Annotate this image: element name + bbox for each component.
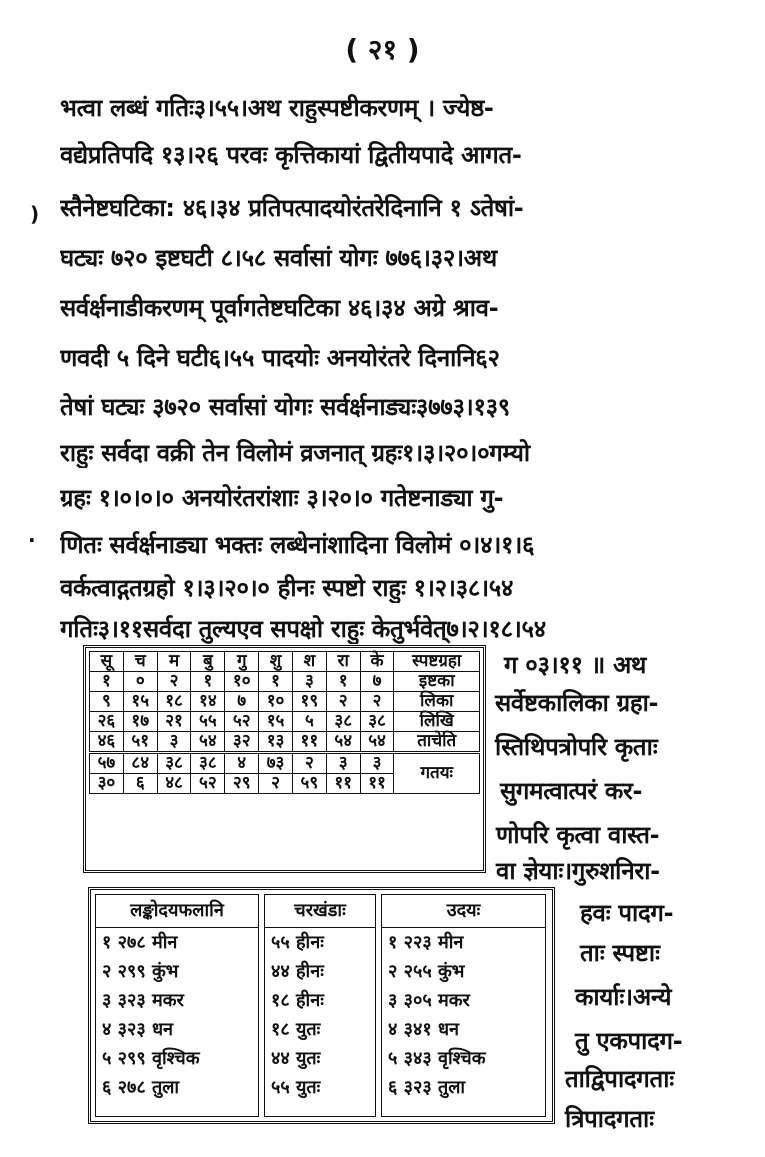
text-line: तु एकपादग-	[575, 1027, 683, 1055]
text-line: हवः पादग-	[580, 899, 674, 927]
table-cell: २	[326, 692, 360, 712]
header-cell: श	[292, 652, 326, 672]
header-cell: शु	[259, 652, 293, 672]
text-line: सर्वर्क्षनाडीकरणम् पूर्वागतेष्टघटिका ४६।३४ अग्रे श्राव-	[60, 294, 499, 322]
table-cell: ३	[157, 732, 191, 753]
table-row: ४ ३२३ धन	[102, 1019, 174, 1040]
table-cell: ५	[292, 712, 326, 732]
table-cell: १५	[123, 692, 157, 712]
lanka-udaya-column	[95, 894, 259, 1117]
table-cell: ५४	[191, 732, 225, 753]
speed-cell: २	[259, 774, 293, 794]
table-cell: २६	[90, 712, 124, 732]
text-line: स्तिथिपत्रोपरि कृताः	[495, 733, 658, 761]
table-cell: ५४	[360, 732, 394, 753]
text-line: गतिः३।११सर्वदा तुल्यएव सपक्षो राहुः केतुर्भवेत्७।२।१८।५४	[60, 615, 546, 643]
speed-cell: ४	[225, 753, 259, 774]
charakhanda-column	[264, 894, 376, 1117]
text-line: स्तैनेष्टघटिका: ४६।३४ प्रतिपत्पादयोरंतरेदिनानि १ ऽतेषां-	[60, 194, 524, 222]
table-row: ३ ३२३ मकर	[102, 990, 184, 1011]
table-cell: ३२	[225, 732, 259, 753]
table-cell: ताचेति	[394, 732, 480, 753]
speed-cell: २	[292, 753, 326, 774]
speed-cell: ५२	[191, 774, 225, 794]
text-line: ग्रहः १।०।०।० अनयोरंतरांशाः ३।२०।० गतेष्टनाड्या गु-	[60, 484, 504, 512]
speed-cell: ६	[123, 774, 157, 794]
header-cell: गु	[225, 652, 259, 672]
table-cell: १९	[292, 692, 326, 712]
table-row: ६ ३२३ तुला	[388, 1077, 466, 1098]
speed-cell: ४८	[157, 774, 191, 794]
table-row: १ २७८ मीन	[102, 932, 178, 953]
text-line: णितः सर्वर्क्षनाड्या भक्तः लब्धेनांशादिना विलोमं ०।४।१।६	[60, 531, 535, 559]
table-cell: १	[326, 672, 360, 692]
table-row: ४ ३४१ धन	[388, 1019, 460, 1040]
table-row: ५ २९९ वृश्चिक	[102, 1048, 200, 1069]
table-cell: १०	[225, 672, 259, 692]
header-cell: सू	[90, 652, 124, 672]
table-cell: ४६	[90, 732, 124, 753]
table-row: २ २९९ कुंभ	[102, 961, 179, 982]
table-cell: ५१	[123, 732, 157, 753]
page-number: ( २१ )	[345, 33, 420, 66]
text-line: वा ज्ञेयाः।गुरुशनिरा-	[496, 857, 660, 885]
text-line: वर्कत्वाद्गतग्रहो १।३।२०।० हीनः स्पष्टो राहुः १।२।३८।५४	[60, 574, 514, 602]
speed-cell: ३	[326, 753, 360, 774]
table-cell: ५४	[326, 732, 360, 753]
text-line: तेषां घट्यः ३७२० सर्वासां योगः सर्वर्क्षनाड्यः३७७३।१३९	[60, 393, 510, 421]
text-line: सुगमत्वात्परं कर-	[500, 777, 643, 805]
speed-cell: ३८	[191, 753, 225, 774]
table-row: ६ २७८ तुला	[102, 1077, 180, 1098]
table-cell: १७	[123, 712, 157, 732]
text-line: राहुः सर्वदा वक्री तेन विलोमं व्रजनात् ग्रहः१।३।२०।०गम्यो	[60, 439, 530, 467]
speed-cell: २९	[225, 774, 259, 794]
text-line: वद्येप्रतिपदि १३।२६ परवः कृत्तिकायां द्वितीयपादे आगत-	[60, 141, 522, 169]
text-line: भत्वा लब्धं गतिः३।५५।अथ राहुस्पष्टीकरणम् । ज्येष्ठ-	[60, 94, 494, 122]
text-line: णवदी ५ दिने घटी६।५५ पादयोः अनयोरंतरे दिनानि६२	[60, 344, 500, 372]
table-row: १८ हीनः	[271, 990, 324, 1011]
speed-cell: ८४	[123, 753, 157, 774]
header-cell: स्पष्टग्रहा	[394, 652, 480, 672]
text-line: कार्याः।अन्ये	[575, 983, 672, 1011]
table-cell: ५२	[225, 712, 259, 732]
planet-grid	[89, 651, 480, 794]
text-line: णोपरि कृत्वा वास्त-	[496, 821, 660, 849]
speed-cell: ११	[326, 774, 360, 794]
table-cell: ९	[90, 692, 124, 712]
table-cell: ३	[292, 672, 326, 692]
table-row: १८ युतः	[271, 1019, 321, 1040]
table-cell: १	[90, 672, 124, 692]
table-row: ४४ हीनः	[271, 961, 324, 982]
table-cell: लिखि	[394, 712, 480, 732]
table-row: ४४ युतः	[271, 1048, 321, 1069]
text-line: ताः स्पष्टाः	[580, 939, 660, 967]
table-cell: १८	[157, 692, 191, 712]
table-cell: १४	[191, 692, 225, 712]
margin-dot: ·	[28, 528, 36, 552]
speed-cell: ५९	[292, 774, 326, 794]
text-line: त्रिपादगताः	[565, 1105, 654, 1133]
table-row: ५ ३४३ वृश्चिक	[388, 1048, 486, 1069]
table-cell: १	[259, 672, 293, 692]
text-line: घट्यः ७२० इष्टघटी ८।५८ सर्वासां योगः ७७६।३२।अथ	[60, 244, 497, 272]
speed-cell: ३०	[90, 774, 124, 794]
table-cell: ५५	[191, 712, 225, 732]
table-row: १ २२३ मीन	[388, 932, 464, 953]
header-cell: रा	[326, 652, 360, 672]
table-row: २ २५५ कुंभ	[388, 961, 465, 982]
header-cell: म	[157, 652, 191, 672]
speed-cell: ५७	[90, 753, 124, 774]
speed-label: गतयः	[394, 753, 480, 794]
table-row: ५५ हीनः	[271, 932, 324, 953]
column-header: उदयः	[382, 895, 545, 928]
table-cell: लिका	[394, 692, 480, 712]
speed-cell: ७३	[259, 753, 293, 774]
text-line: ग ०३।११ ॥ अथ	[504, 651, 647, 679]
table-cell: २	[360, 692, 394, 712]
table-row: ५५ युतः	[271, 1077, 321, 1098]
table-cell: ७	[360, 672, 394, 692]
table-cell: ०	[123, 672, 157, 692]
table-cell: २	[157, 672, 191, 692]
header-cell: च	[123, 652, 157, 672]
lagna-table	[88, 887, 555, 1124]
udaya-column	[381, 894, 546, 1117]
table-cell: १	[191, 672, 225, 692]
speed-cell: ३	[360, 753, 394, 774]
table-cell: इष्टका	[394, 672, 480, 692]
header-cell: के	[360, 652, 394, 672]
table-cell: ७	[225, 692, 259, 712]
margin-mark: )	[30, 202, 40, 226]
table-cell: ११	[292, 732, 326, 753]
header-cell: बु	[191, 652, 225, 672]
table-cell: २१	[157, 712, 191, 732]
speed-cell: ३८	[157, 753, 191, 774]
table-cell: १५	[259, 712, 293, 732]
speed-cell: ११	[360, 774, 394, 794]
text-line: ताद्विपादगताः	[565, 1065, 674, 1093]
column-header: चरखंडाः	[265, 895, 375, 928]
table-cell: १३	[259, 732, 293, 753]
table-cell: ३८	[360, 712, 394, 732]
column-header: लङ्कोदयफलानि	[96, 895, 258, 928]
table-cell: ३८	[326, 712, 360, 732]
text-line: सर्वेष्टकालिका ग्रहा-	[495, 689, 659, 717]
table-row: ३ ३०५ मकर	[388, 990, 470, 1011]
table-cell: १०	[259, 692, 293, 712]
planet-table	[83, 645, 486, 873]
